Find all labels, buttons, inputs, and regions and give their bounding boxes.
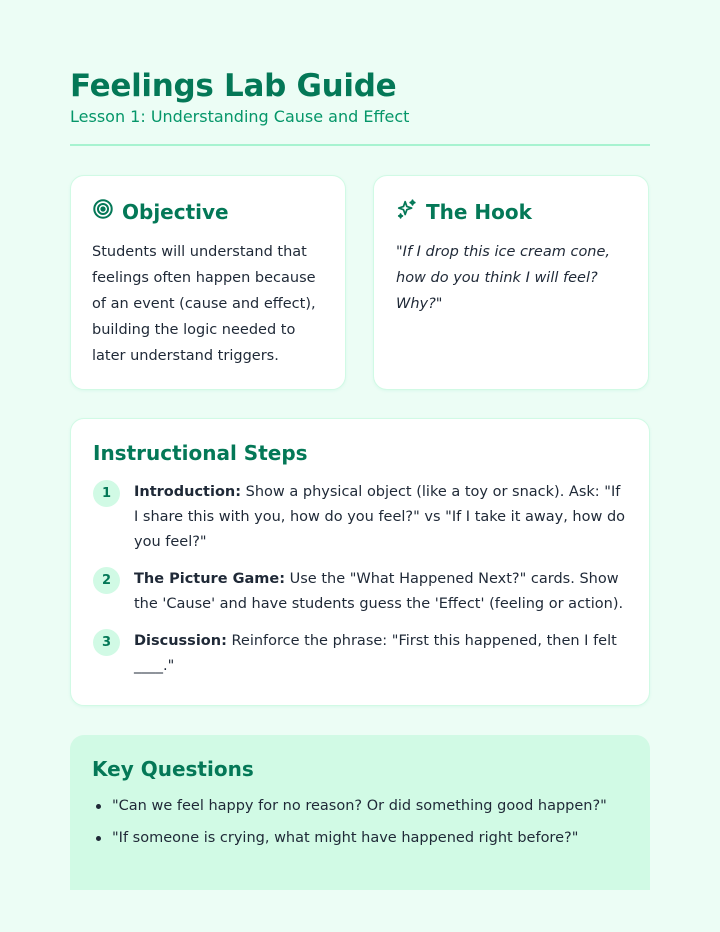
step-text [134, 629, 627, 679]
target-icon [92, 198, 114, 225]
header-divider [70, 144, 650, 146]
page-title: Feelings Lab Guide [70, 68, 397, 104]
step-number: 1 [93, 480, 120, 507]
hook-header [396, 198, 626, 225]
hook-card [373, 175, 649, 390]
question-item: "If someone is crying, what might have happened right before?" [92, 827, 628, 849]
sparkles-icon [396, 198, 418, 225]
step-description: Reinforce the phrase: "First this happened, then I felt ____." [134, 633, 617, 674]
steps-title: Instructional Steps [93, 441, 308, 465]
step-number: 2 [93, 567, 120, 594]
hook-title: The Hook [426, 199, 532, 224]
step-description: Use the "What Happened Next?" cards. Show the 'Cause' and have students guess the 'Effect' (feeling or action). [134, 571, 624, 612]
question-item: "Can we feel happy for no reason? Or did something good happen?" [92, 795, 628, 817]
step-text [134, 480, 627, 555]
page-subtitle: Lesson 1: Understanding Cause and Effect [70, 107, 410, 126]
hook-text: "If I drop this ice cream cone, how do you think I will feel? Why?" [396, 244, 611, 312]
key-questions-card [70, 735, 650, 890]
step-number: 3 [93, 629, 120, 656]
steps-card [70, 418, 650, 706]
objective-header [92, 198, 324, 225]
step-item [93, 629, 627, 679]
step-label: Introduction: [134, 484, 242, 500]
objective-title: Objective [122, 199, 229, 224]
step-text [134, 567, 627, 617]
step-description: Show a physical object (like a toy or snack). Ask: "If I share this with you, how do you feel?" vs "If I take it away, how do you feel?" [134, 484, 626, 550]
step-label: Discussion: [134, 633, 227, 649]
key-questions-title: Key Questions [92, 757, 254, 781]
objective-text: Students will understand that feelings often happen because of an event (cause and effect), building the logic needed to later understand triggers. [92, 244, 316, 364]
step-item [93, 567, 627, 617]
step-item [93, 480, 627, 555]
key-questions-list [92, 795, 628, 849]
objective-card [70, 175, 346, 390]
step-label: The Picture Game: [134, 571, 286, 587]
